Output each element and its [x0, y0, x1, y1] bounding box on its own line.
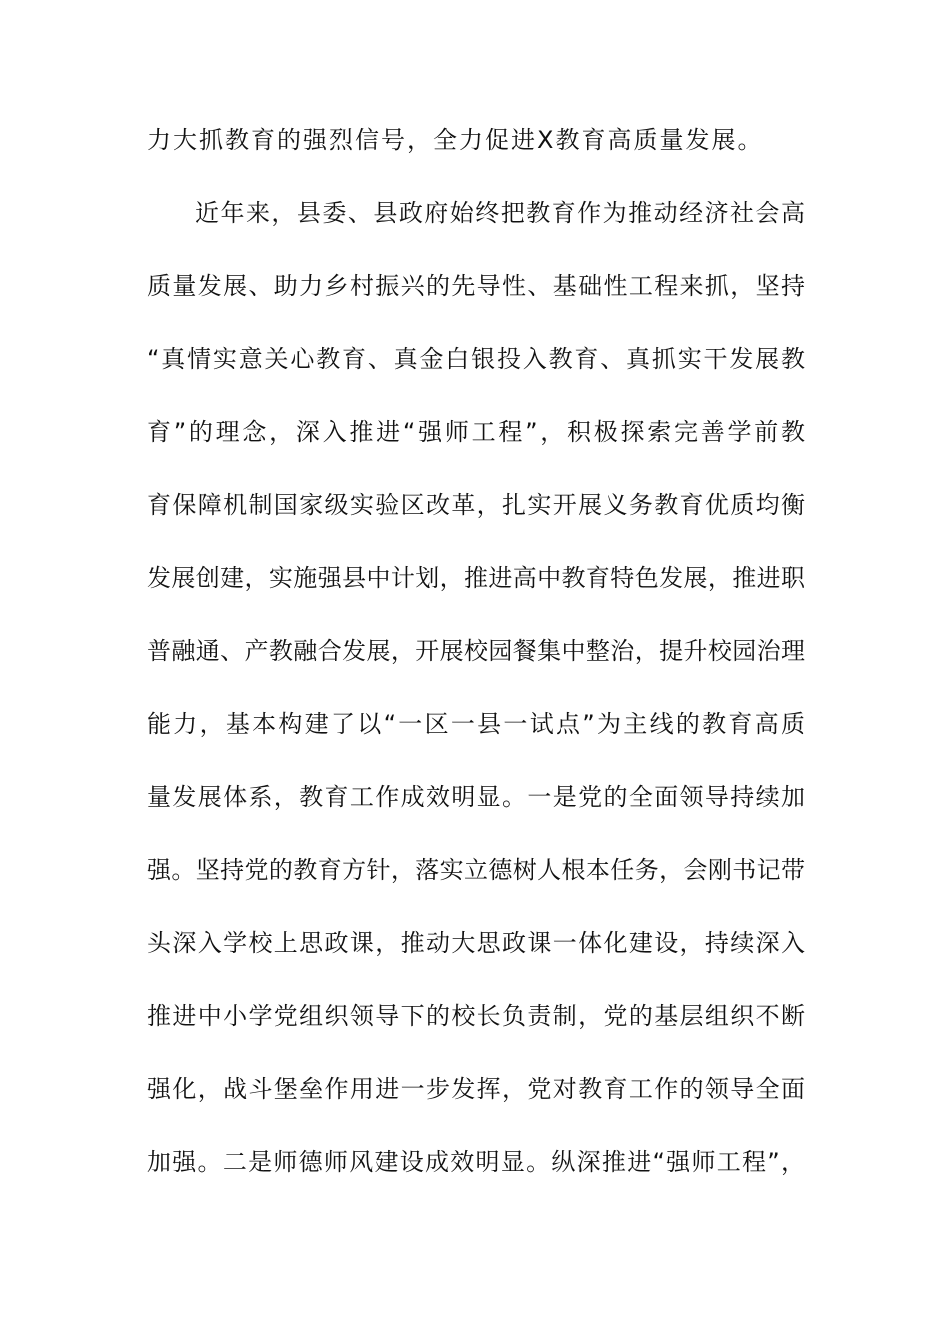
paragraph-first-line: 近年来，县委、县政府始终把教育作为推动经济社会高 [195, 199, 805, 227]
text-line: 量发展体系，教育工作成效明显。一是党的全面领导持续加 [147, 783, 805, 811]
text-line: 发展创建，实施强县中计划，推进高中教育特色发展，推进职 [147, 564, 805, 592]
text-line: 育”的理念，深入推进“强师工程”，积极探索完善学前教 [147, 418, 805, 446]
text-line: 强。坚持党的教育方针，落实立德树人根本任务，会刚书记带 [147, 856, 805, 884]
text-line: 加强。二是师德师风建设成效明显。纵深推进“强师工程”， [147, 1148, 805, 1176]
text-line: 能力，基本构建了以“一区一县一试点”为主线的教育高质 [147, 710, 805, 738]
text-line: “真情实意关心教育、真金白银投入教育、真抓实干发展教 [147, 345, 805, 373]
text-line: 育保障机制国家级实验区改革，扎实开展义务教育优质均衡 [147, 491, 805, 519]
text-line: 强化，战斗堡垒作用进一步发挥，党对教育工作的领导全面 [147, 1075, 805, 1103]
text-line: 普融通、产教融合发展，开展校园餐集中整治，提升校园治理 [147, 637, 805, 665]
document-page [147, 122, 805, 1217]
text-line: 质量发展、助力乡村振兴的先导性、基础性工程来抓，坚持 [147, 272, 805, 300]
text-line: 推进中小学党组织领导下的校长负责制，党的基层组织不断 [147, 1002, 805, 1030]
text-line: 力大抓教育的强烈信号，全力促进X教育高质量发展。 [147, 126, 764, 154]
text-line: 头深入学校上思政课，推动大思政课一体化建设，持续深入 [147, 929, 805, 957]
